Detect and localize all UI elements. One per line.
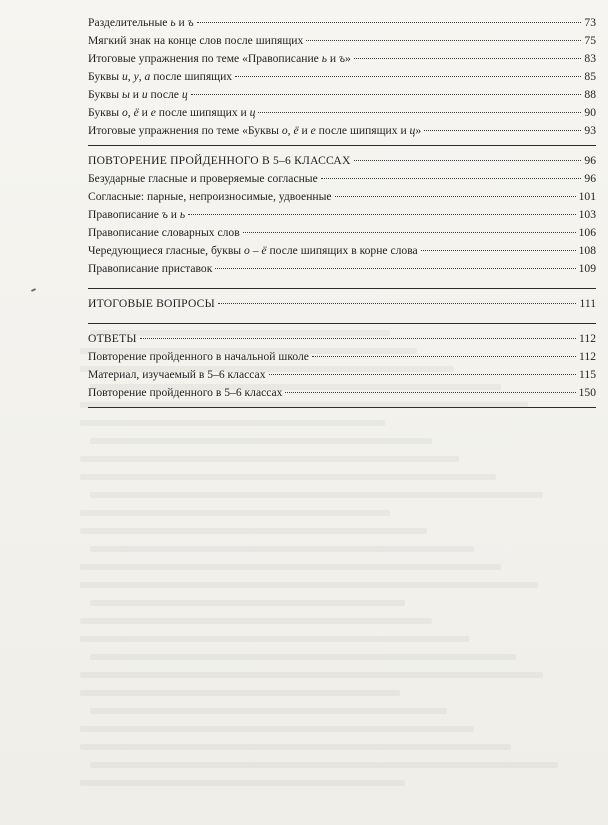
toc-group-answers bbox=[88, 348, 596, 402]
ghost-line bbox=[80, 564, 501, 570]
toc-entry-title: Мягкий знак на конце слов после шипящих bbox=[88, 34, 304, 47]
dot-leader bbox=[354, 58, 582, 59]
toc-group-spelling bbox=[88, 14, 596, 140]
ghost-line bbox=[80, 618, 432, 624]
toc-page-number: 75 bbox=[584, 34, 596, 47]
toc-page-number: 112 bbox=[579, 332, 596, 345]
toc-entry[interactable] bbox=[88, 170, 596, 188]
toc-entry-title: Буквы о, ё и е после шипящих и ц bbox=[88, 106, 256, 119]
toc-entry[interactable] bbox=[88, 32, 596, 50]
ghost-line bbox=[90, 600, 405, 606]
dot-leader bbox=[191, 94, 582, 95]
toc-entry-title: Правописание словарных слов bbox=[88, 226, 240, 239]
ghost-line bbox=[90, 438, 432, 444]
dot-leader bbox=[312, 356, 576, 357]
toc-entry[interactable] bbox=[88, 188, 596, 206]
toc-entry[interactable] bbox=[88, 366, 596, 384]
toc-entry-title: Буквы и, у, а после шипящих bbox=[88, 70, 233, 83]
toc-section-review[interactable] bbox=[88, 152, 596, 170]
toc-entry-title: Безударные гласные и проверяемые согласные bbox=[88, 172, 318, 185]
toc-page-number: 106 bbox=[578, 226, 596, 239]
toc-entry[interactable] bbox=[88, 260, 596, 278]
toc-page-number: 85 bbox=[584, 70, 596, 83]
toc-section-title: ОТВЕТЫ bbox=[88, 332, 137, 345]
paper-speck bbox=[31, 288, 36, 292]
toc-page-number: 108 bbox=[578, 244, 596, 257]
toc-page-number: 150 bbox=[578, 386, 596, 399]
toc-entry-title: Согласные: парные, непроизносимые, удвоенные bbox=[88, 190, 332, 203]
dot-leader bbox=[243, 232, 576, 233]
toc-section-title: ПОВТОРЕНИЕ ПРОЙДЕННОГО В 5–6 КЛАССАХ bbox=[88, 154, 351, 167]
dot-leader bbox=[188, 214, 575, 215]
toc-page-number: 103 bbox=[578, 208, 596, 221]
toc-page-number: 109 bbox=[578, 262, 596, 275]
toc-page-number: 83 bbox=[584, 52, 596, 65]
ghost-line bbox=[90, 654, 516, 660]
toc-page-number: 96 bbox=[584, 172, 596, 185]
dot-leader bbox=[197, 22, 582, 23]
toc-entry-title: Разделительные ь и ъ bbox=[88, 16, 194, 29]
dot-leader bbox=[218, 303, 577, 304]
dot-leader bbox=[335, 196, 576, 197]
toc-page-number: 101 bbox=[578, 190, 596, 203]
dot-leader bbox=[269, 374, 577, 375]
dot-leader bbox=[285, 392, 575, 393]
toc-entry-title: Правописание ъ и ь bbox=[88, 208, 186, 221]
ghost-line bbox=[80, 582, 538, 588]
dot-leader bbox=[306, 40, 581, 41]
toc-page-number: 115 bbox=[579, 368, 596, 381]
ghost-line bbox=[90, 546, 474, 552]
toc-entry[interactable] bbox=[88, 224, 596, 242]
toc-entry[interactable] bbox=[88, 384, 596, 402]
ghost-line bbox=[80, 780, 405, 786]
toc-entry-title: Буквы ы и и после ц bbox=[88, 88, 188, 101]
dot-leader bbox=[354, 160, 582, 161]
toc-page-number: 112 bbox=[579, 350, 596, 363]
toc-page-number: 73 bbox=[584, 16, 596, 29]
ghost-line bbox=[80, 636, 469, 642]
ghost-line bbox=[80, 726, 474, 732]
toc-page-number: 96 bbox=[584, 154, 596, 167]
ghost-line bbox=[90, 492, 543, 498]
ghost-line bbox=[80, 420, 385, 426]
toc-entry-title: Чередующиеся гласные, буквы о – ё после шипящих в корне слова bbox=[88, 244, 418, 257]
table-of-contents bbox=[88, 14, 596, 408]
ghost-line bbox=[90, 708, 447, 714]
toc-entry-title: Итоговые упражнения по теме «Правописание ь и ъ» bbox=[88, 52, 351, 65]
dot-leader bbox=[215, 268, 575, 269]
toc-entry-title: Повторение пройденного в 5–6 классах bbox=[88, 386, 283, 399]
section-divider bbox=[88, 407, 596, 408]
toc-entry[interactable] bbox=[88, 122, 596, 140]
toc-page-number: 111 bbox=[579, 297, 596, 310]
ghost-line bbox=[80, 690, 400, 696]
toc-entry[interactable] bbox=[88, 348, 596, 366]
toc-entry-title: Материал, изучаемый в 5–6 классах bbox=[88, 368, 266, 381]
ghost-line bbox=[80, 456, 459, 462]
ghost-line bbox=[80, 744, 511, 750]
dot-leader bbox=[321, 178, 582, 179]
toc-section-title: ИТОГОВЫЕ ВОПРОСЫ bbox=[88, 297, 215, 310]
toc-section-final-questions[interactable] bbox=[88, 295, 596, 313]
toc-entry[interactable] bbox=[88, 104, 596, 122]
toc-entry[interactable] bbox=[88, 50, 596, 68]
dot-leader bbox=[258, 112, 581, 113]
dot-leader bbox=[421, 250, 576, 251]
toc-entry-title: Итоговые упражнения по теме «Буквы о, ё и е после шипящих и ц» bbox=[88, 124, 422, 137]
ghost-line bbox=[80, 528, 427, 534]
toc-entry[interactable] bbox=[88, 14, 596, 32]
ghost-line bbox=[80, 672, 543, 678]
toc-section-answers[interactable] bbox=[88, 330, 596, 348]
toc-entry[interactable] bbox=[88, 206, 596, 224]
ghost-line bbox=[80, 474, 496, 480]
toc-entry[interactable] bbox=[88, 68, 596, 86]
dot-leader bbox=[424, 130, 581, 131]
ghost-line bbox=[80, 510, 390, 516]
toc-entry[interactable] bbox=[88, 86, 596, 104]
ghost-line bbox=[90, 762, 558, 768]
dot-leader bbox=[235, 76, 581, 77]
dot-leader bbox=[140, 338, 576, 339]
toc-page-number: 88 bbox=[584, 88, 596, 101]
toc-entry-title: Повторение пройденного в начальной школе bbox=[88, 350, 309, 363]
toc-group-review bbox=[88, 170, 596, 278]
toc-page-number: 93 bbox=[584, 124, 596, 137]
toc-entry-title: Правописание приставок bbox=[88, 262, 213, 275]
toc-page-number: 90 bbox=[584, 106, 596, 119]
toc-entry[interactable] bbox=[88, 242, 596, 260]
